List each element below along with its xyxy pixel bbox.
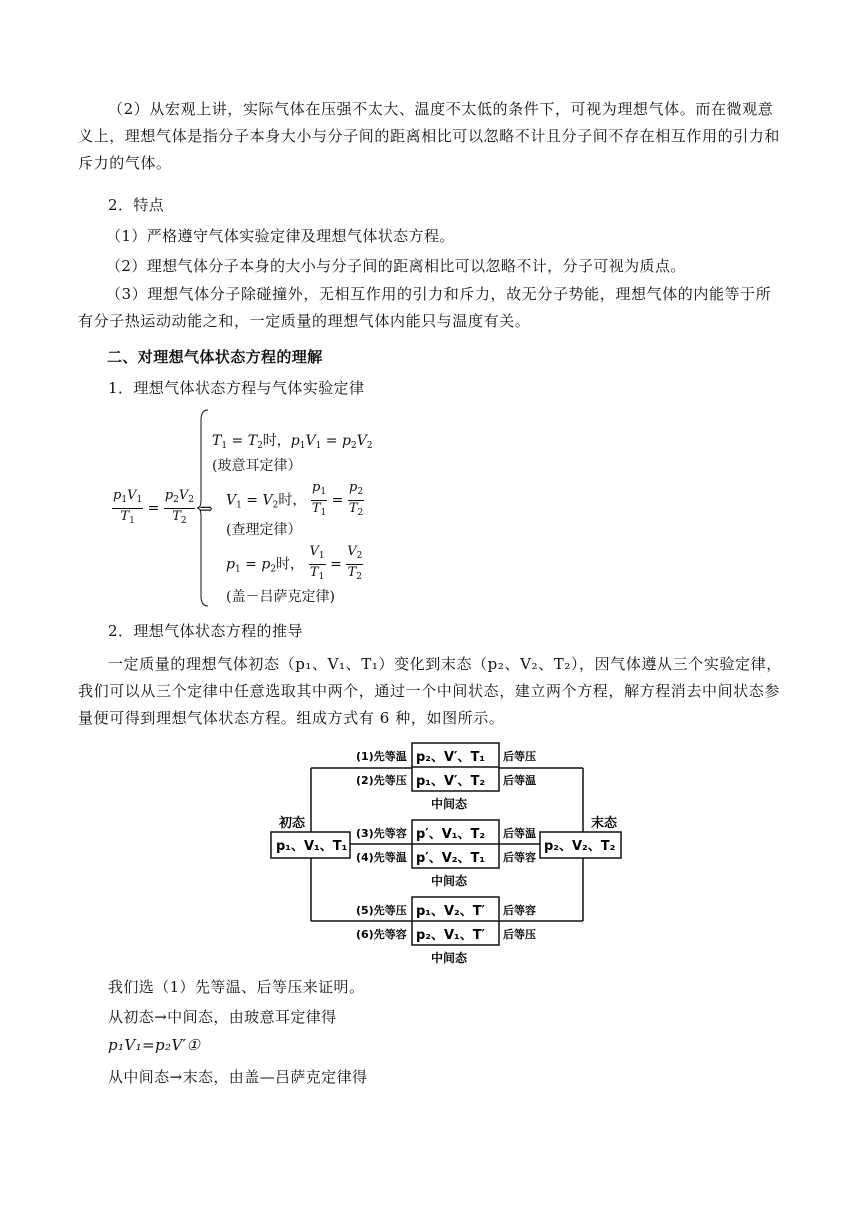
initial-label: 初态 xyxy=(279,816,306,831)
intermediate-state: p₁、V′、T₂ xyxy=(416,774,486,789)
path-right-label: 后等压 xyxy=(503,750,536,763)
path-left-label: (3)先等容 xyxy=(356,827,407,840)
path-right-label: 后等容 xyxy=(503,851,536,864)
middle-label: 中间态 xyxy=(431,874,468,888)
law-boyle: (玻意耳定律） xyxy=(212,458,302,474)
path-left-label: (5)先等压 xyxy=(356,904,407,917)
case-isobaric: $p_1 = p_2$时， $\frac{V_1}{T_1}$ = $\frac{V_2}{T_2}$ xyxy=(226,544,363,582)
middle-label: 中间态 xyxy=(431,797,468,811)
case-isothermal: $T_1 = T_2$时，$p_1V_1 = p_2V_2$ xyxy=(212,433,373,451)
initial-state: p₁、V₁、T₁ xyxy=(276,839,348,854)
intermediate-state: p₁、V₂、T′ xyxy=(416,904,486,919)
paragraph-derivation: 一定质量的理想气体初态（p₁、V₁、T₁）变化到末态（p₂、V₂、T₂），因气体遵从三个实验定律，我们可以从三个定律中任意选取其中两个，通过一个中间状态，建立两个方程，解方程消去中间状态参量便可得到理想气体状态方程。组成方式有 6 种，如图所示。 xyxy=(78,655,782,727)
equation-1: p₁V₁=p₂V′① xyxy=(108,1036,201,1054)
main-equation: $\frac{p_1V_1}{T_1}$ = $\frac{p_2V_2}{T_2}$ ⇒ xyxy=(113,488,213,526)
feature-3: （3）理想气体分子除碰撞外，无相互作用的引力和斥力，故无分子势能，理想气体的内能等于所有分子热运动动能之和，一定质量的理想气体内能只与温度有关。 xyxy=(78,285,772,330)
path-left-label: (2)先等压 xyxy=(356,774,407,787)
path-left-label: (6)先等容 xyxy=(356,928,407,941)
choose-line: 我们选（1）先等温、后等压来证明。 xyxy=(108,978,365,996)
final-state: p₂、V₂、T₂ xyxy=(544,839,616,854)
law-charles: (查理定律） xyxy=(226,522,302,538)
path-left-label: (1)先等温 xyxy=(356,750,407,763)
path-right-label: 后等温 xyxy=(503,774,536,787)
path-left-label: (4)先等温 xyxy=(356,851,407,864)
intermediate-state: p₂、V₁、T′ xyxy=(416,928,486,943)
intermediate-state: p′、V₂、T₁ xyxy=(416,851,486,866)
path-right-label: 后等压 xyxy=(503,928,536,941)
feature-2: （2）理想气体分子本身的大小与分子间的距离相比可以忽略不计，分子可视为质点。 xyxy=(106,257,686,275)
step-2: 从中间态→末态，由盖—吕萨克定律得 xyxy=(108,1068,368,1086)
heading-features: 2．特点 xyxy=(108,196,165,214)
middle-label: 中间态 xyxy=(431,951,468,965)
section-title: 二、对理想气体状态方程的理解 xyxy=(107,348,323,366)
feature-1: （1）严格遵守气体实验定律及理想气体状态方程。 xyxy=(106,227,455,245)
intermediate-state: p′、V₁、T₂ xyxy=(416,827,486,842)
paragraph-macro-micro: （2）从宏观上讲，实际气体在压强不太大、温度不太低的条件下，可视为理想气体。而在微观意义上，理想气体是指分子本身大小与分子间的距离相比可以忽略不计且分子间不存在相互作用的引力和斥力的气体。 xyxy=(78,100,781,172)
path-right-label: 后等容 xyxy=(503,904,536,917)
law-gay-lussac: (盖－吕萨克定律) xyxy=(226,589,335,605)
path-right-label: 后等温 xyxy=(503,827,536,840)
step-1: 从初态→中间态，由玻意耳定律得 xyxy=(108,1008,337,1026)
case-isochoric: $V_1 = V_2$时， $\frac{p_1}{T_1}$ = $\frac{p_2}{T_2}$ xyxy=(226,480,364,518)
intermediate-state: p₂、V′、T₁ xyxy=(416,750,486,765)
subheading-1: 1．理想气体状态方程与气体实验定律 xyxy=(108,379,365,397)
final-label: 末态 xyxy=(591,816,618,831)
subheading-2: 2．理想气体状态方程的推导 xyxy=(108,622,303,640)
